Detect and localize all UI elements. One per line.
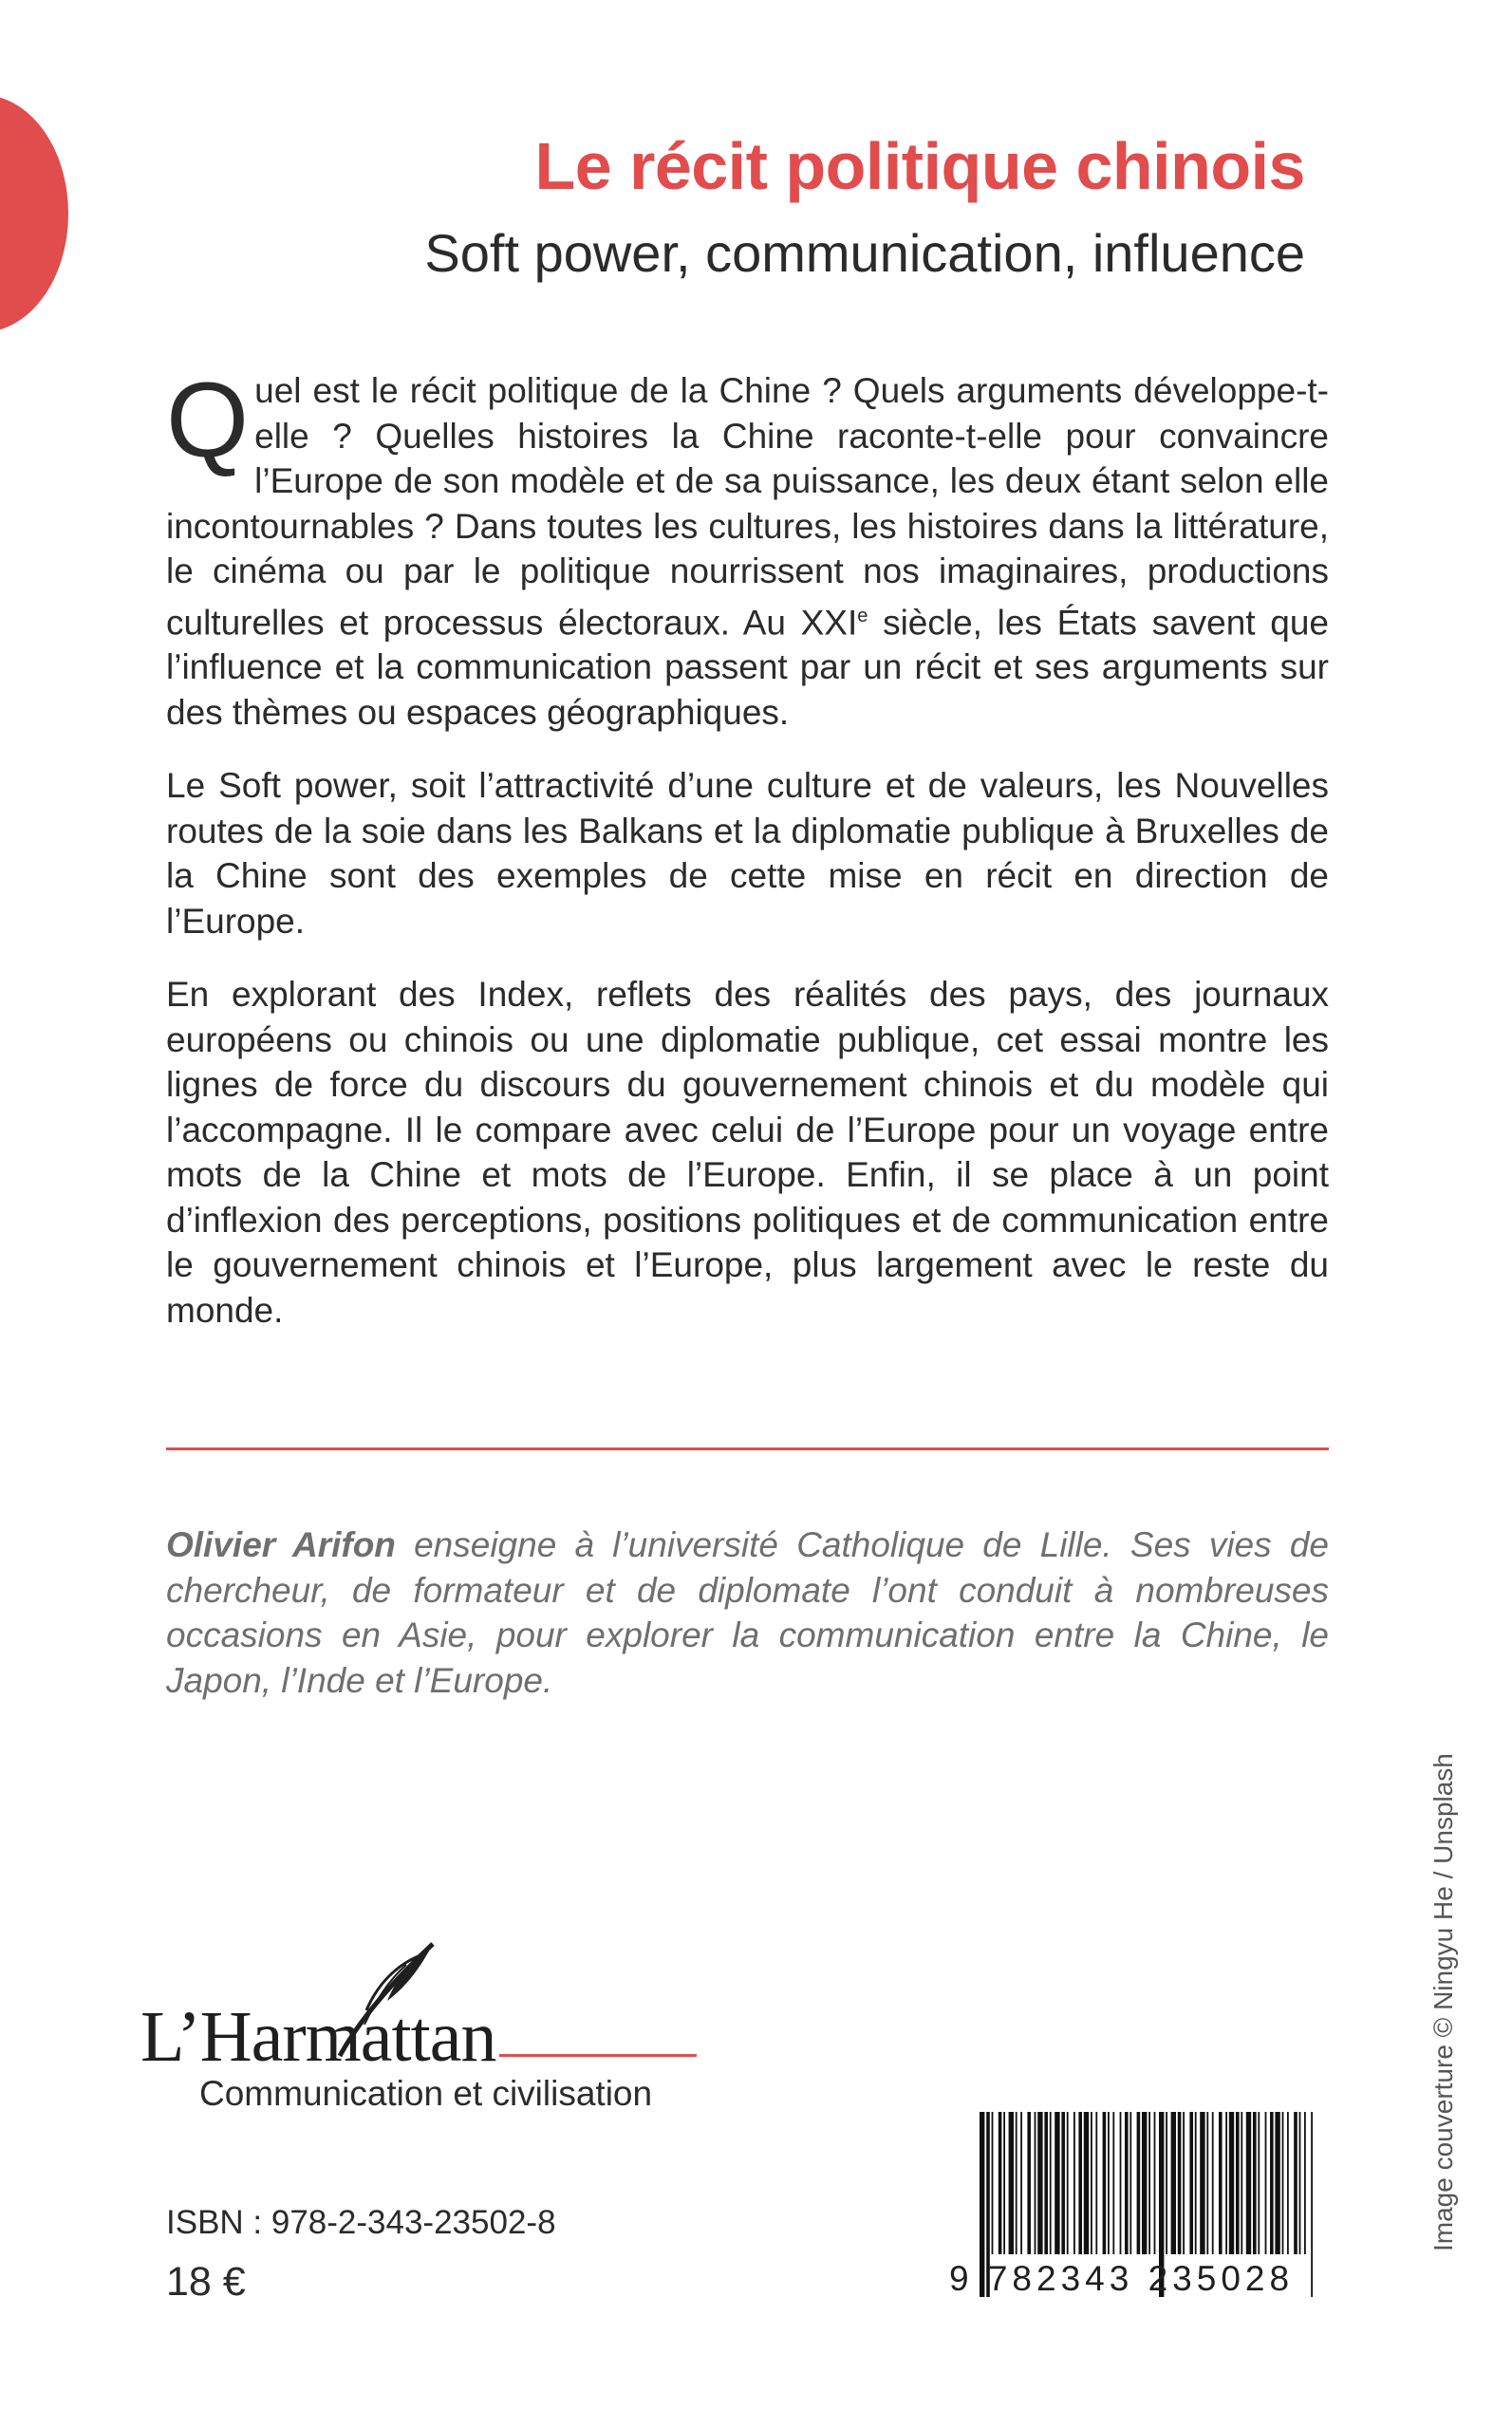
author-bio-text: enseigne à l’université Catholique de Lille. Ses vies de chercheur, de formateur et de diplomate l’ont conduit à nombreuses occasions en Asie, pour explorer la communication entre la Chine, le Japon, l’Inde et l’Europe. — [166, 1525, 1329, 1700]
blurb-paragraph-3: En explorant des Index, reflets des réalités des pays, des journaux européens ou chinois ou une diplomatie publique, cet essai montre les lignes de force du discours du gouvernement chinois et du modèle qui l’accompagne. Il le compare avec celui de l’Europe pour un voyage entre mots de la Chine et mots de l’Europe. Enfin, il se place à un point d’inflexion des perceptions, positions politiques et de communication entre le gouvernement chinois et l’Europe, plus largement avec le reste du monde. — [166, 975, 1329, 1330]
red-half-circle-decoration — [0, 95, 68, 332]
century-superscript: e — [857, 605, 868, 626]
barcode-bar — [1270, 2112, 1274, 2254]
barcode-bar — [1212, 2112, 1214, 2254]
barcode-bar — [1120, 2112, 1122, 2254]
barcode-bar — [1195, 2112, 1197, 2254]
barcode-bar — [1020, 2112, 1022, 2254]
barcode-bar — [1095, 2112, 1097, 2254]
book-subtitle: Soft power, communication, influence — [424, 223, 1305, 283]
barcode-bar — [1037, 2112, 1042, 2254]
barcode-bar — [1183, 2112, 1185, 2254]
barcode-bar — [1171, 2112, 1176, 2254]
barcode-bar — [1219, 2112, 1223, 2254]
barcode-bar — [1078, 2112, 1082, 2254]
barcode-bar — [992, 2112, 994, 2254]
barcode-bar — [1304, 2112, 1306, 2254]
book-title: Le récit politique chinois — [534, 129, 1305, 203]
barcode-bar — [1035, 2112, 1036, 2254]
barcode-bar — [1142, 2112, 1147, 2254]
price: 18 € — [166, 2259, 246, 2305]
image-credit: Image couverture © Ningyu He / Unsplash — [1428, 1753, 1458, 2251]
barcode-bar — [1073, 2112, 1075, 2254]
barcode-bar — [1287, 2112, 1289, 2254]
barcode-bar — [1027, 2112, 1031, 2254]
barcode-bar — [1253, 2112, 1257, 2254]
barcode-bar — [1225, 2112, 1227, 2254]
blurb-paragraph-1-start: uel est le récit politique de la Chine ? Quels arguments développe-t-elle ? Quelles histoires la Chine raconte-t-elle pour convaincre l’Europe de son modèle et de sa puissance, les deux étant selon elle incontournables ? Dans toutes les cultures, les histoires dans la littérature, le cinéma ou par le politique nourrissent nos imaginaires, productions culturelles et processus électoraux. Au XXI — [166, 371, 1329, 642]
barcode-bar — [1061, 2112, 1065, 2254]
barcode-bar — [1129, 2112, 1131, 2254]
barcode-bar — [1050, 2112, 1052, 2254]
barcode-bar — [1125, 2112, 1129, 2254]
barcode-bar — [1016, 2112, 1017, 2254]
barcode-bar — [1091, 2112, 1092, 2254]
barcode-bar — [1200, 2112, 1204, 2254]
barcode-bar — [1003, 2112, 1005, 2254]
barcode-bar — [1067, 2112, 1069, 2254]
collection-name: Communication et civilisation — [199, 2074, 653, 2113]
barcode-bar — [1148, 2112, 1150, 2254]
barcode-bar — [1189, 2112, 1193, 2254]
blurb-paragraph-2: Le Soft power, soit l’attractivité d’une culture et de valeurs, les Nouvelles routes de la soie dans les Balkans et la diplomatie publique à Bruxelles de la Chine sont des exemples de cette mise en récit en direction de l’Europe. — [166, 766, 1329, 941]
barcode-bar — [1294, 2112, 1297, 2254]
barcode-bar — [1206, 2112, 1208, 2254]
barcode-bar — [1166, 2112, 1167, 2254]
barcode-bar — [1009, 2112, 1014, 2254]
back-cover-blurb — [166, 361, 1329, 1361]
barcode-digits: 9 782343 235028 — [949, 2259, 1295, 2298]
barcode-bar — [1311, 2112, 1313, 2297]
barcode-bar — [1229, 2112, 1234, 2254]
barcode-bar — [1265, 2112, 1267, 2254]
blurb-paragraph-1 — [166, 361, 1329, 735]
barcode-bar — [1178, 2112, 1182, 2254]
barcode-bar — [1044, 2112, 1048, 2254]
barcode-bar — [1275, 2112, 1279, 2254]
barcode-bar — [1154, 2112, 1156, 2254]
blurb-paragraph-1-end: siècle, les États savent que l’influence et la communication passent par un récit et ses arguments sur des thèmes ou espaces géographiques. — [166, 602, 1329, 732]
publisher-name: L’Harmattan — [140, 1997, 496, 2077]
isbn: ISBN : 978-2-343-23502-8 — [166, 2204, 556, 2241]
barcode-bar — [1137, 2112, 1141, 2254]
barcode-bar — [1282, 2112, 1284, 2254]
author-name: Olivier Arifon — [166, 1525, 396, 1564]
barcode-bar — [1084, 2112, 1089, 2254]
barcode-bar — [1103, 2112, 1107, 2254]
barcode-bar — [1258, 2112, 1260, 2254]
barcode-bar — [1241, 2112, 1242, 2254]
author-bio — [166, 1522, 1329, 1703]
drop-cap: Q — [166, 361, 250, 479]
barcode-bar — [1236, 2112, 1240, 2254]
barcode-bar — [1055, 2112, 1059, 2254]
barcode-bar — [1112, 2112, 1114, 2254]
barcode-bar — [1299, 2112, 1301, 2254]
barcode-bar — [999, 2112, 1002, 2254]
logo-red-underline — [499, 2054, 697, 2057]
barcode-bar — [1246, 2112, 1251, 2254]
barcode-bar — [1108, 2112, 1110, 2254]
red-divider — [166, 1447, 1329, 1450]
